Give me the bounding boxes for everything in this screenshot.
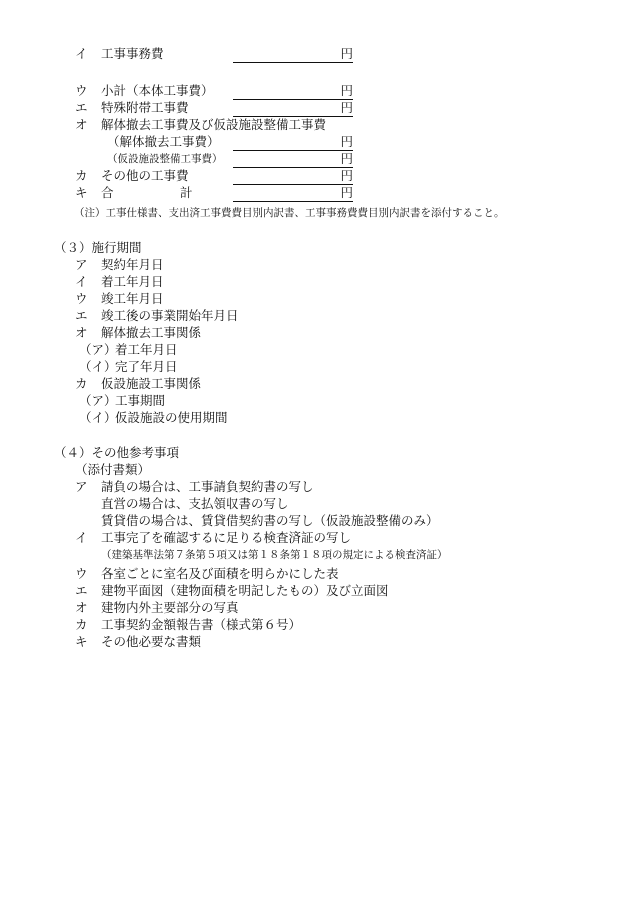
note-text: （注）工事仕様書、支出済工事費費目別内訳書、工事事務費費目別内訳書を添付すること。 (74, 207, 505, 219)
amount-blank (233, 150, 353, 168)
item-key: カ (75, 376, 88, 391)
item-key: ウ (75, 83, 88, 98)
item-label: 竣工年月日 (101, 291, 164, 306)
item-key: イ (75, 46, 88, 61)
item-label: （仮設施設整備工事費） (107, 153, 223, 165)
item-label: 建物内外主要部分の写真 (101, 600, 239, 615)
section-4-heading: （４）その他参考事項 (54, 445, 180, 460)
item-key: ア (75, 479, 88, 494)
item-key: ア (75, 257, 88, 272)
item-label: 各室ごとに室名及び面積を明らかにした表 (101, 566, 339, 581)
amount-blank (233, 82, 353, 100)
item-key: ウ (75, 291, 88, 306)
item-key: エ (75, 308, 88, 323)
item-key: オ (75, 600, 88, 615)
item-key: （ア） (79, 393, 117, 408)
item-label: 完了年月日 (115, 359, 178, 374)
item-key: オ (75, 117, 88, 132)
item-key: イ (75, 530, 88, 545)
item-key: （ア） (79, 342, 117, 357)
item-key: （イ） (79, 410, 117, 425)
yen-unit: 円 (340, 151, 353, 166)
item-label: 工事完了を確認するに足りる検査済証の写し (101, 530, 352, 545)
item-label: 解体撤去工事関係 (101, 325, 202, 340)
amount-blank (233, 99, 353, 117)
item-label: 特殊附帯工事費 (101, 100, 189, 115)
yen-unit: 円 (340, 100, 353, 115)
item-key: エ (75, 583, 88, 598)
section-3-heading: （３）施行期間 (54, 240, 142, 255)
item-label: 小計（本体工事費） (101, 83, 214, 98)
item-label: 契約年月日 (101, 257, 164, 272)
item-key: イ (75, 274, 88, 289)
amount-blank (233, 45, 353, 63)
item-label: 直営の場合は、支払領収書の写し (101, 496, 289, 511)
item-label: 工事契約金額報告書（様式第６号） (101, 617, 302, 632)
item-key: カ (75, 617, 88, 632)
item-label: 建物平面図（建物面積を明記したもの）及び立面図 (101, 583, 389, 598)
attached-label: （添付書類） (75, 462, 151, 477)
yen-unit: 円 (340, 134, 353, 149)
item-label: 竣工後の事業開始年月日 (101, 308, 239, 323)
yen-unit: 円 (340, 46, 353, 61)
item-label: 仮設施設工事関係 (101, 376, 202, 391)
item-label: （建築基準法第７条第５項又は第１８条第１８項の規定による検査済証） (101, 549, 448, 561)
item-label: その他の工事費 (101, 168, 189, 183)
item-label: 請負の場合は、工事請負契約書の写し (101, 479, 314, 494)
yen-unit: 円 (340, 168, 353, 183)
item-key: （イ） (79, 359, 117, 374)
item-label: 工事期間 (115, 393, 166, 408)
item-key: キ (75, 634, 88, 649)
item-key: オ (75, 325, 88, 340)
total-label-b: 計 (180, 185, 193, 200)
item-key: ウ (75, 566, 88, 581)
item-label: 着工年月日 (101, 274, 164, 289)
yen-unit: 円 (340, 185, 353, 200)
item-label: （解体撤去工事費） (107, 134, 220, 149)
item-label: 仮設施設の使用期間 (115, 410, 228, 425)
item-label: 着工年月日 (115, 342, 178, 357)
yen-unit: 円 (340, 83, 353, 98)
amount-blank (233, 133, 353, 151)
item-label: その他必要な書類 (101, 634, 202, 649)
amount-blank (233, 184, 353, 202)
item-key: キ (75, 185, 88, 200)
item-key: エ (75, 100, 88, 115)
item-label: 賃貸借の場合は、賃貸借契約書の写し（仮設施設整備のみ） (101, 513, 439, 528)
item-label: 解体撤去工事費及び仮設施設整備工事費 (101, 117, 327, 132)
item-key: カ (75, 168, 88, 183)
total-label-a: 合 (101, 185, 114, 200)
item-label: 工事事務費 (101, 46, 164, 61)
amount-blank (233, 167, 353, 185)
